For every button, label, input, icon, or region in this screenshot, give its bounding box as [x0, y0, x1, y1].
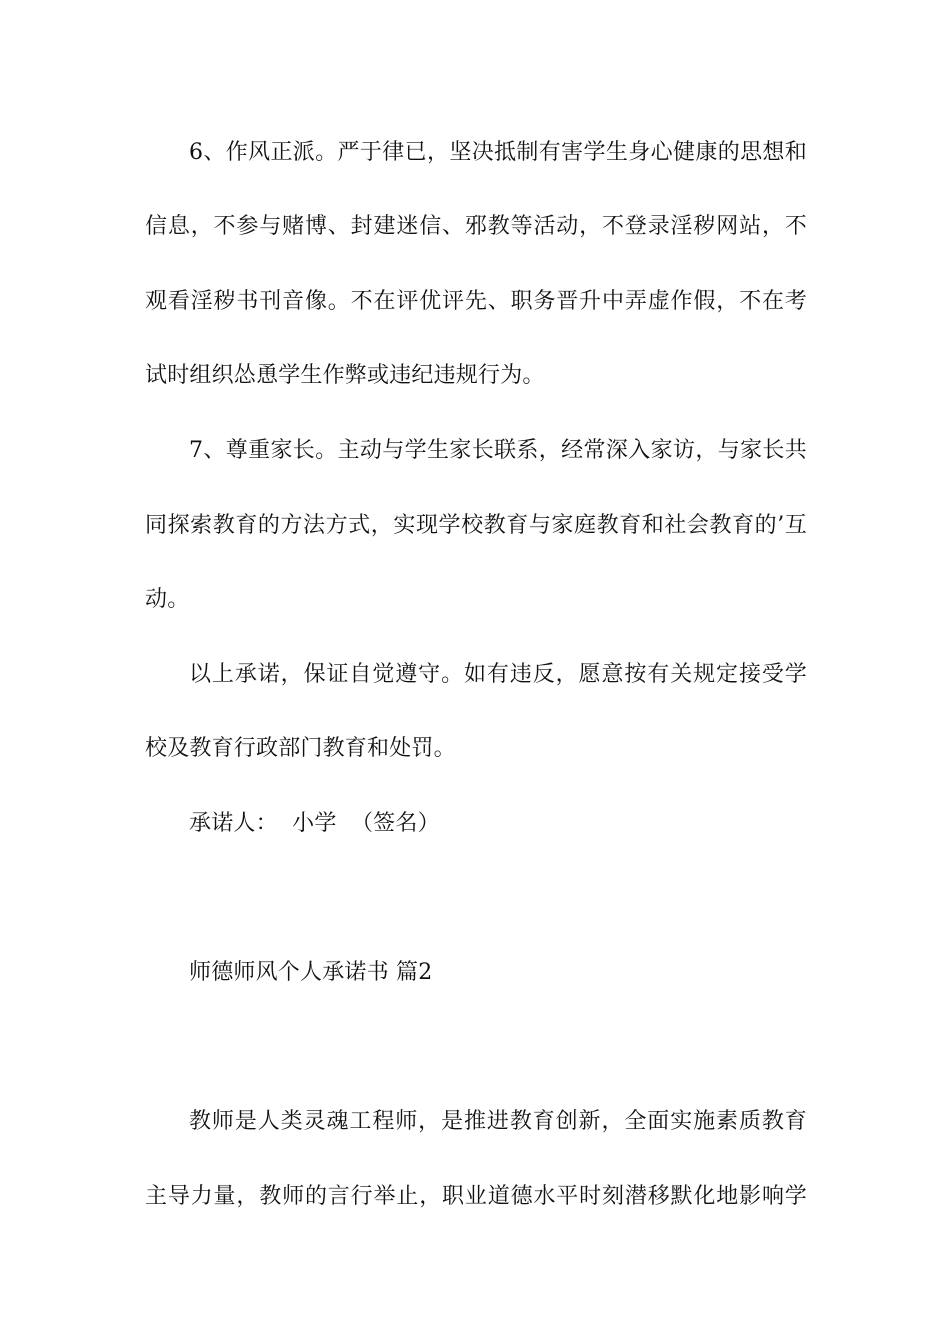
paragraph-6-line-4: 试时组织怂恿学生作弊或违纪违规行为。: [145, 363, 545, 388]
intro-paragraph-line-2: 主导力量，教师的言行举止，职业道德水平时刻潜移默化地影响学: [145, 1184, 807, 1209]
paragraph-7-line-3: 动。: [145, 587, 190, 612]
pledge-paragraph-line-2: 校及教育行政部门教育和处罚。: [145, 736, 456, 761]
pledge-paragraph-line-1: 以上承诺，保证自觉遵守。如有违反，愿意按有关规定接受学: [189, 662, 807, 687]
intro-paragraph-line-1: 教师是人类灵魂工程师，是推进教育创新，全面实施素质教育: [189, 1109, 807, 1134]
paragraph-6-line-2: 信息，不参与赌博、封建迷信、邪教等活动，不登录淫秽网站，不: [145, 214, 807, 239]
signature-line: 承诺人： 小学 （签名）: [189, 811, 440, 836]
paragraph-7-line-2: 同探索教育的方法方式，实现学校教育与家庭教育和社会教育的’互: [145, 513, 807, 538]
paragraph-6-line-3: 观看淫秽书刊音像。不在评优评先、职务晋升中弄虚作假，不在考: [145, 289, 807, 314]
section-heading: 师德师风个人承诺书 篇2: [189, 960, 433, 985]
paragraph-7-line-1: 7、尊重家长。主动与学生家长联系，经常深入家访，与家长共: [189, 438, 807, 463]
paragraph-6-line-1: 6、作风正派。严于律已，坚决抵制有害学生身心健康的思想和: [189, 140, 807, 165]
